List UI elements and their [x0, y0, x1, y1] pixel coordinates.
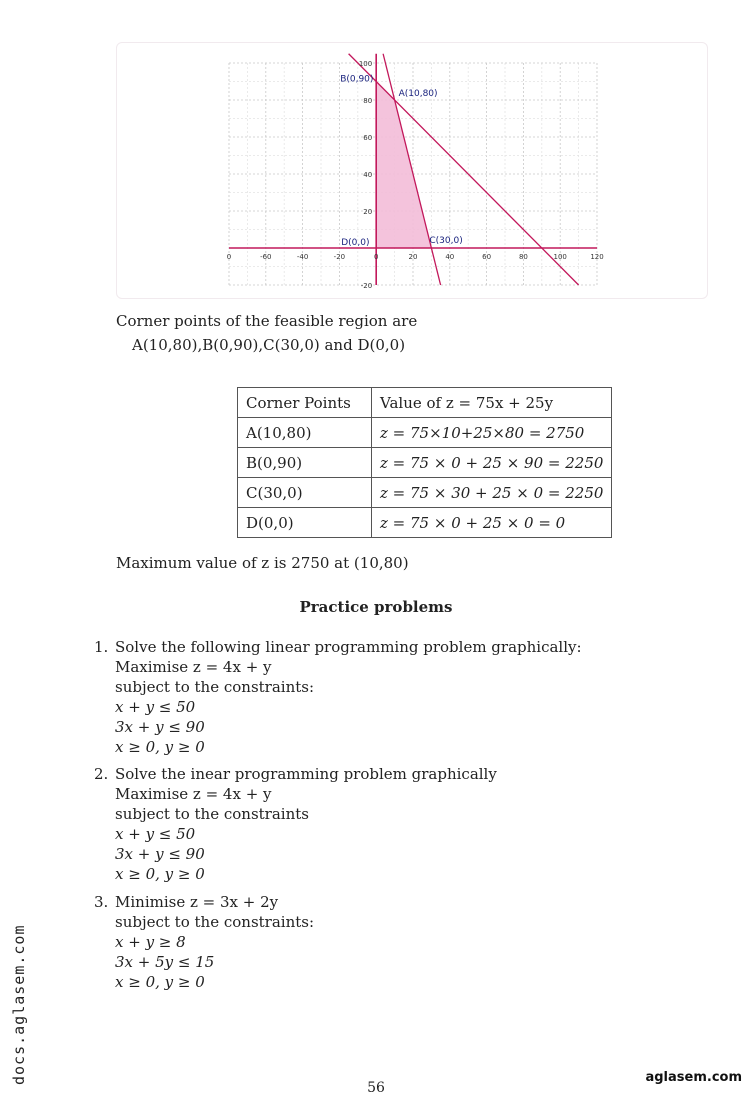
table-cell: z = 75 × 0 + 25 × 0 = 0 [372, 508, 612, 538]
feasible-region [376, 82, 431, 249]
problem-statement: Minimise z = 3x + 2y [115, 893, 279, 911]
problem-line: subject to the constraints [115, 805, 309, 823]
y-tick-label: 60 [363, 134, 373, 142]
x-tick-label: 20 [408, 253, 418, 261]
table-header-cell: Value of z = 75x + 25y [372, 388, 612, 418]
problem-line: subject to the constraints: [115, 678, 315, 696]
corner-points-intro: Corner points of the feasible region are [116, 312, 418, 330]
problem-statement: Solve the following linear programming problem graphically: [115, 638, 582, 656]
y-tick-label: -20 [360, 282, 373, 290]
table-cell: D(0,0) [238, 508, 372, 538]
y-tick-label: 40 [363, 171, 373, 179]
problem-3 [94, 892, 314, 992]
x-tick-label: 100 [553, 253, 567, 261]
problem-number: 3. [94, 893, 109, 911]
brand-logo-text: aglasem.com [645, 1070, 742, 1085]
x-tick-label: 60 [482, 253, 492, 261]
graph-figure [116, 42, 708, 299]
x-tick-label: 0 [226, 253, 232, 261]
constraint-line: 3x + y ≤ 90 [115, 718, 205, 736]
constraint-line: 3x + y ≤ 90 [115, 845, 205, 863]
constraint-line: x ≥ 0, y ≥ 0 [115, 738, 205, 756]
y-tick-label: 20 [363, 208, 373, 216]
table-row [238, 448, 612, 478]
y-tick-label: 80 [363, 97, 373, 105]
x-tick-label: -60 [260, 253, 272, 261]
maximum-value-statement: Maximum value of z is 2750 at (10,80) [116, 554, 409, 572]
corner-point-label: D(0,0) [341, 238, 370, 248]
x-tick-label: 80 [518, 253, 528, 261]
table-row [238, 478, 612, 508]
corner-points-list: A(10,80),B(0,90),C(30,0) and D(0,0) [132, 336, 406, 354]
table-cell: z = 75 × 30 + 25 × 0 = 2250 [372, 478, 612, 508]
table-cell: A(10,80) [238, 418, 372, 448]
corner-point-label: A(10,80) [398, 89, 438, 99]
problem-2 [94, 764, 497, 884]
problem-line: Maximise z = 4x + y [115, 658, 272, 676]
x-tick-label: 40 [445, 253, 455, 261]
page-number: 56 [367, 1080, 385, 1096]
x-tick-label: -20 [333, 253, 346, 261]
feasible-region-chart [117, 43, 707, 298]
corner-point-label: C(30,0) [429, 236, 463, 246]
table-cell: z = 75×10+25×80 = 2750 [372, 418, 612, 448]
problem-number: 1. [94, 638, 109, 656]
table-cell: B(0,90) [238, 448, 372, 478]
problem-statement: Solve the inear programming problem graphically [115, 765, 497, 783]
constraint-line: x + y ≥ 8 [115, 933, 186, 951]
section-title: Practice problems [299, 598, 453, 616]
problem-number: 2. [94, 765, 109, 783]
y-tick-label: 100 [358, 60, 373, 68]
x-tick-label: 0 [373, 253, 379, 261]
table-row [238, 418, 612, 448]
corner-value-table [237, 387, 612, 538]
problem-line: subject to the constraints: [115, 913, 315, 931]
constraint-line: x + y ≤ 50 [115, 825, 196, 843]
problem-1 [94, 637, 582, 757]
table-cell: C(30,0) [238, 478, 372, 508]
constraint-line: x ≥ 0, y ≥ 0 [115, 973, 205, 991]
table-header-row [238, 388, 612, 418]
x-tick-label: 120 [590, 253, 604, 261]
corner-point-label: B(0,90) [340, 74, 374, 85]
constraint-line: 3x + 5y ≤ 15 [115, 953, 215, 971]
table-header-cell: Corner Points [238, 388, 372, 418]
x-tick-label: -40 [296, 253, 309, 261]
table-row [238, 508, 612, 538]
constraint-line: x + y ≤ 50 [115, 698, 196, 716]
side-watermark: docs.aglasem.com [10, 924, 28, 1085]
constraint-line: x ≥ 0, y ≥ 0 [115, 865, 205, 883]
table-cell: z = 75 × 0 + 25 × 90 = 2250 [372, 448, 612, 478]
problem-line: Maximise z = 4x + y [115, 785, 272, 803]
